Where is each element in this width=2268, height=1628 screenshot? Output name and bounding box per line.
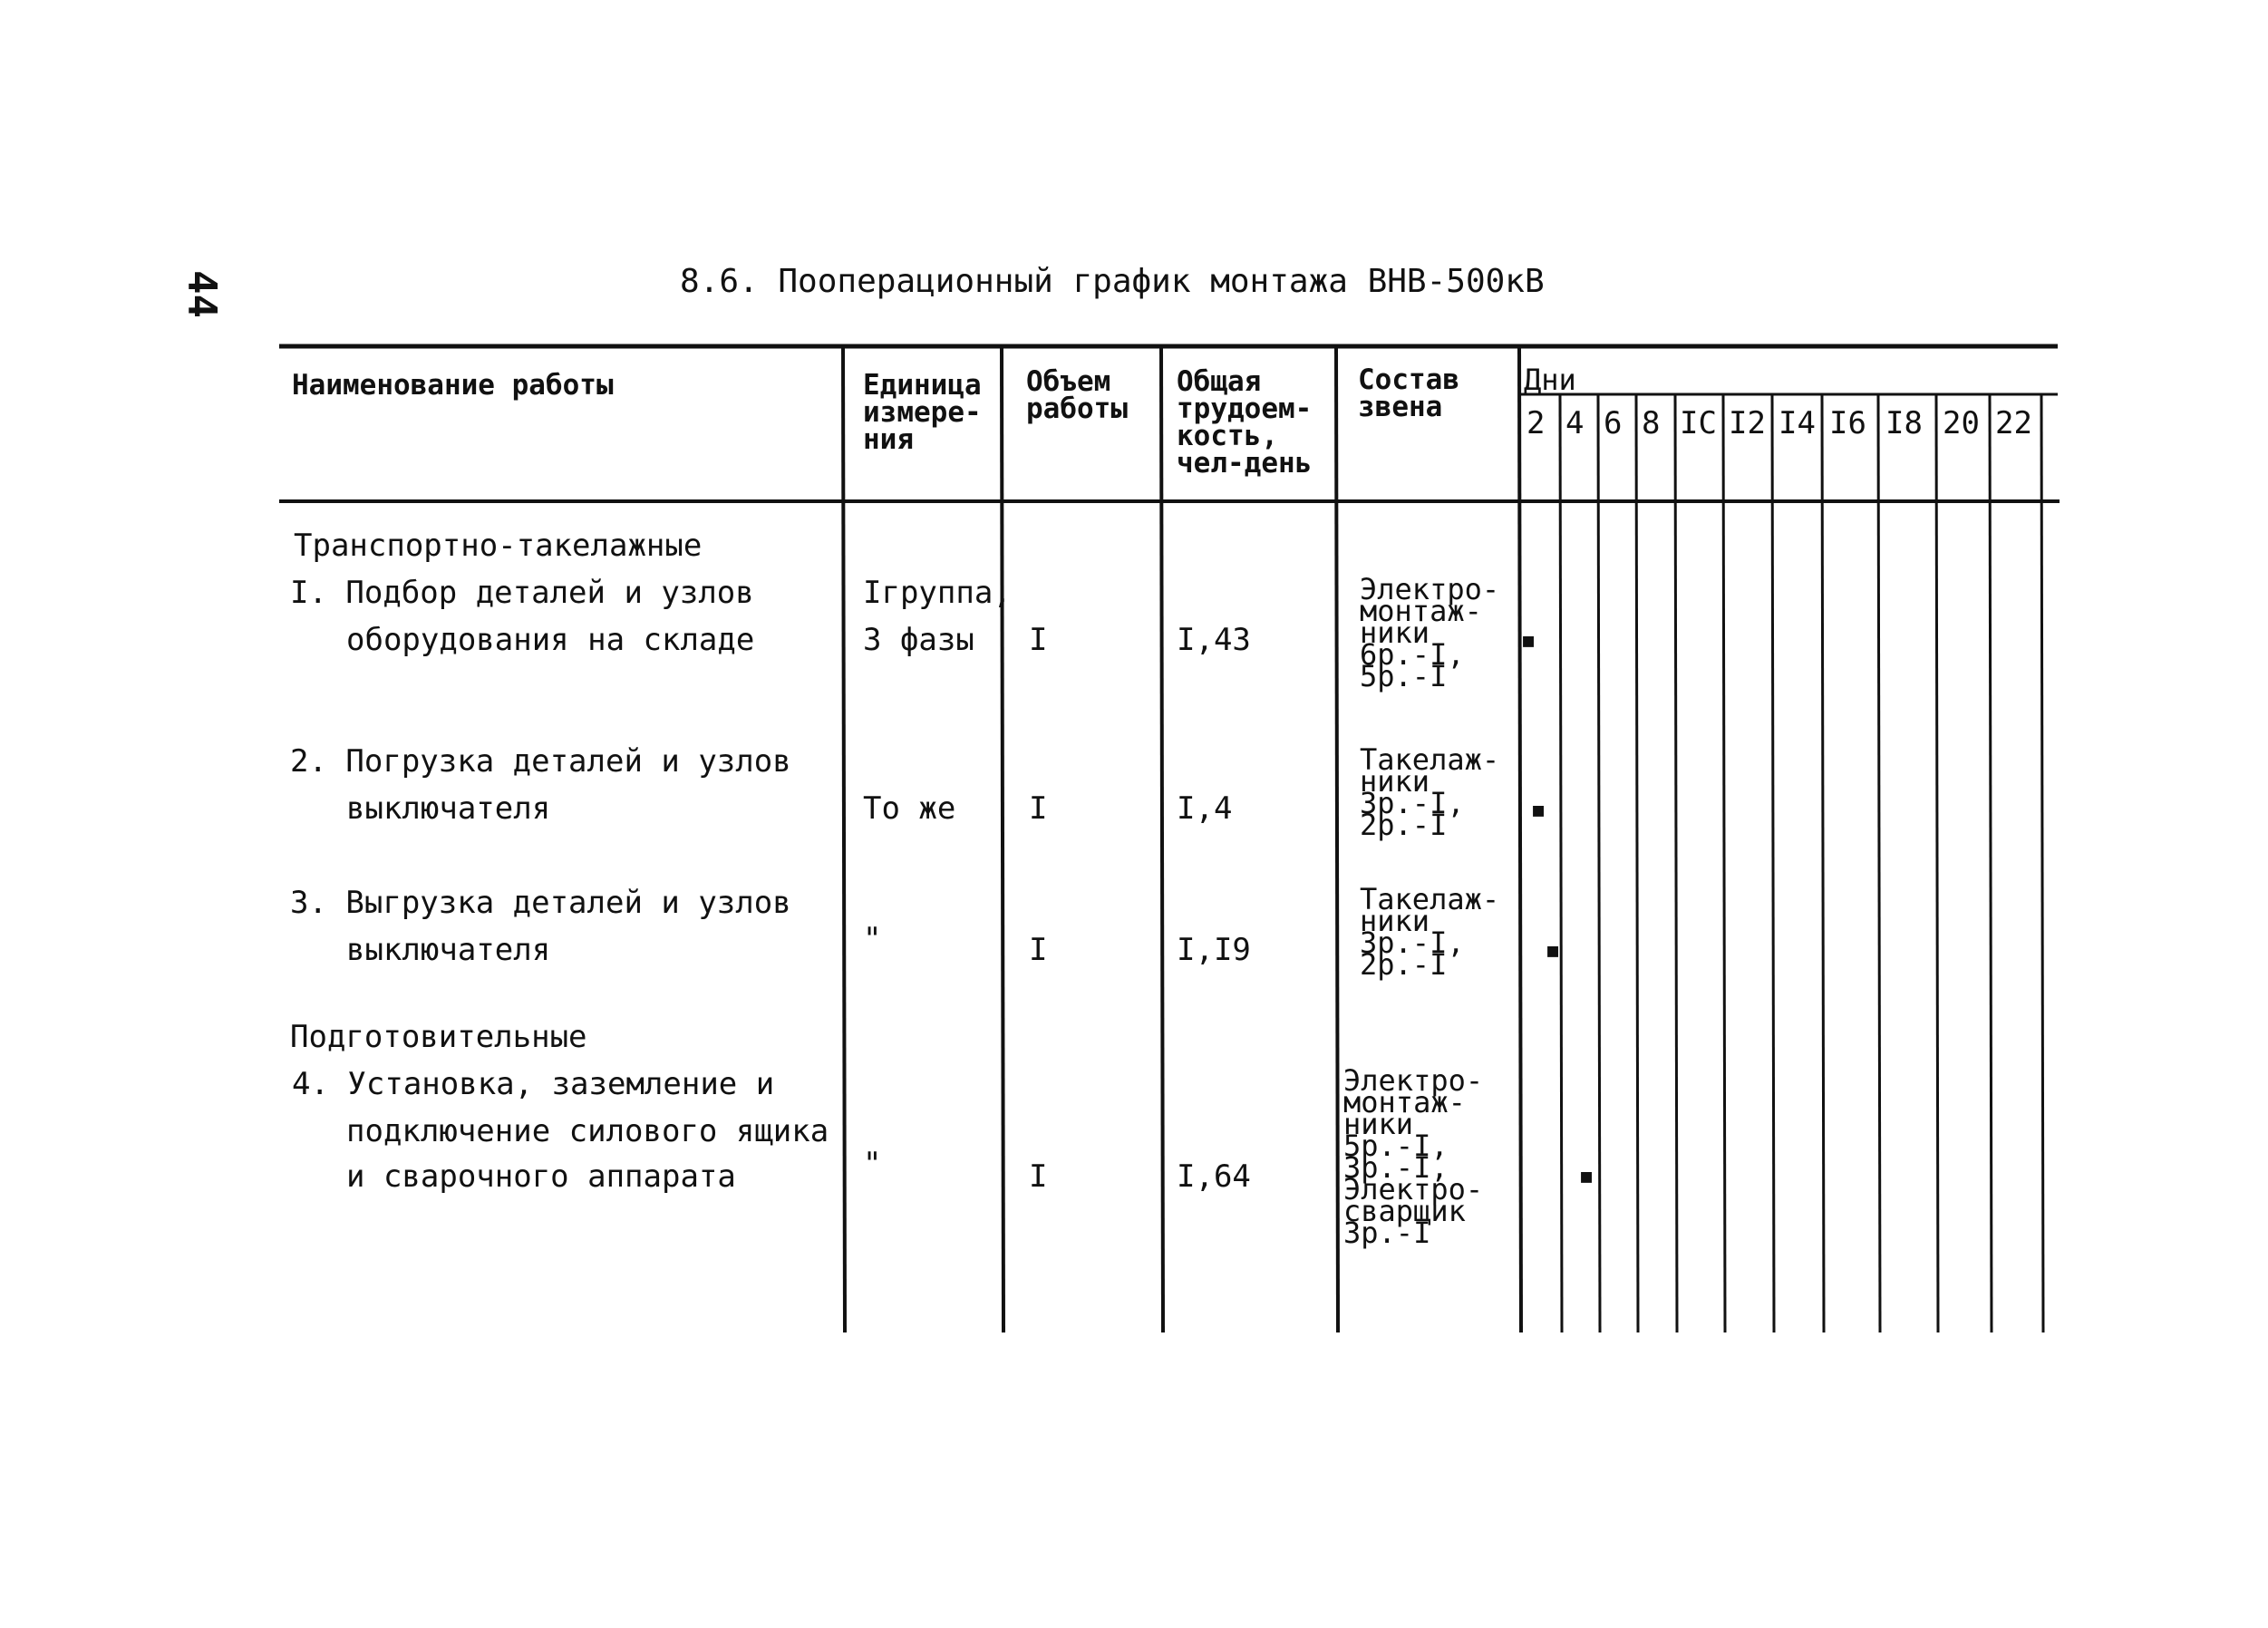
header-name: Наименование работы [292,369,614,402]
row-name: 4. Установка, заземление и [292,1066,775,1102]
row-volume: I [1029,790,1048,827]
page-number: 44 [179,270,225,318]
col-divider-days [1519,346,1521,1332]
row-name: оборудования на складе [346,622,755,658]
header-days: Дни [1524,363,1576,397]
day-tick: IC [1680,405,1717,441]
day-tick: 20 [1943,405,1980,441]
day-tick: I8 [1885,405,1923,441]
row-name: 3. Выгрузка деталей и узлов [290,885,791,921]
col-divider-crew [1336,346,1338,1332]
col-divider-unit [843,346,845,1332]
section-title: Подготовительные [290,1019,587,1055]
day-tick: 6 [1604,405,1623,441]
day-line [1822,394,1824,1332]
day-line [1675,394,1677,1332]
row-name: выключателя [346,790,551,827]
row-labor: I,4 [1177,790,1233,827]
day-tick: I6 [1829,405,1866,441]
section-title: Транспортно-такелажные [294,528,703,564]
day-line [1990,394,1992,1332]
row-unit: 3 фазы [863,622,974,658]
header-unit: Единица измере- ния [863,369,982,456]
col-divider-volume [1002,346,1003,1332]
row-crew: Электро- монтаж- ники 5р.-I, 3р.-I, Электро- сварщик 3р.-I [1343,1063,1484,1250]
header-crew: Состав звена [1358,363,1459,423]
row-name: I. Подбор деталей и узлов [290,575,754,611]
day-line [1598,394,1600,1332]
row-name: подключение силового ящика [346,1113,829,1149]
day-tick: 8 [1642,405,1661,441]
gantt-bar: ■ [1533,799,1545,820]
row-volume: I [1029,932,1048,968]
row-labor: I,43 [1177,622,1251,658]
row-unit: Iгруппа, [863,575,1012,611]
day-tick: I2 [1729,405,1766,441]
row-labor: I,I9 [1177,932,1251,968]
row-volume: I [1029,1158,1048,1195]
day-tick: 22 [1995,405,2032,441]
day-line [1723,394,1725,1332]
day-line [1936,394,1938,1332]
col-divider-labor [1161,346,1163,1332]
day-line [2041,394,2043,1332]
document-title: 8.6. Пооперационный график монтажа ВНВ-500кВ [680,263,1545,300]
gantt-bar: ■ [1581,1165,1593,1187]
row-unit: " [863,921,882,957]
gantt-bar: ■ [1547,939,1559,961]
header-labor: Общая трудоем- кость, чел-день [1177,365,1313,480]
day-line [1636,394,1638,1332]
row-name: и сварочного аппарата [346,1158,736,1195]
gantt-bar: ■ [1523,629,1535,651]
row-unit: " [863,1146,882,1182]
row-unit: То же [863,790,956,827]
row-name: 2. Погрузка деталей и узлов [290,743,791,780]
day-line [1772,394,1774,1332]
row-crew: Такелаж- ники 3р.-I, 2р.-I [1360,742,1500,842]
row-crew: Электро- монтаж- ники 6р.-I, 5р.-I [1360,572,1500,693]
row-crew: Такелаж- ники 3р.-I, 2р.-I [1360,882,1500,982]
row-volume: I [1029,622,1048,658]
day-tick: 4 [1565,405,1585,441]
day-tick: I4 [1779,405,1816,441]
row-name: выключателя [346,932,551,968]
header-volume: Объем работы [1026,365,1128,425]
day-tick: 2 [1527,405,1546,441]
row-labor: I,64 [1177,1158,1251,1195]
day-line [1878,394,1880,1332]
day-line [1560,394,1562,1332]
